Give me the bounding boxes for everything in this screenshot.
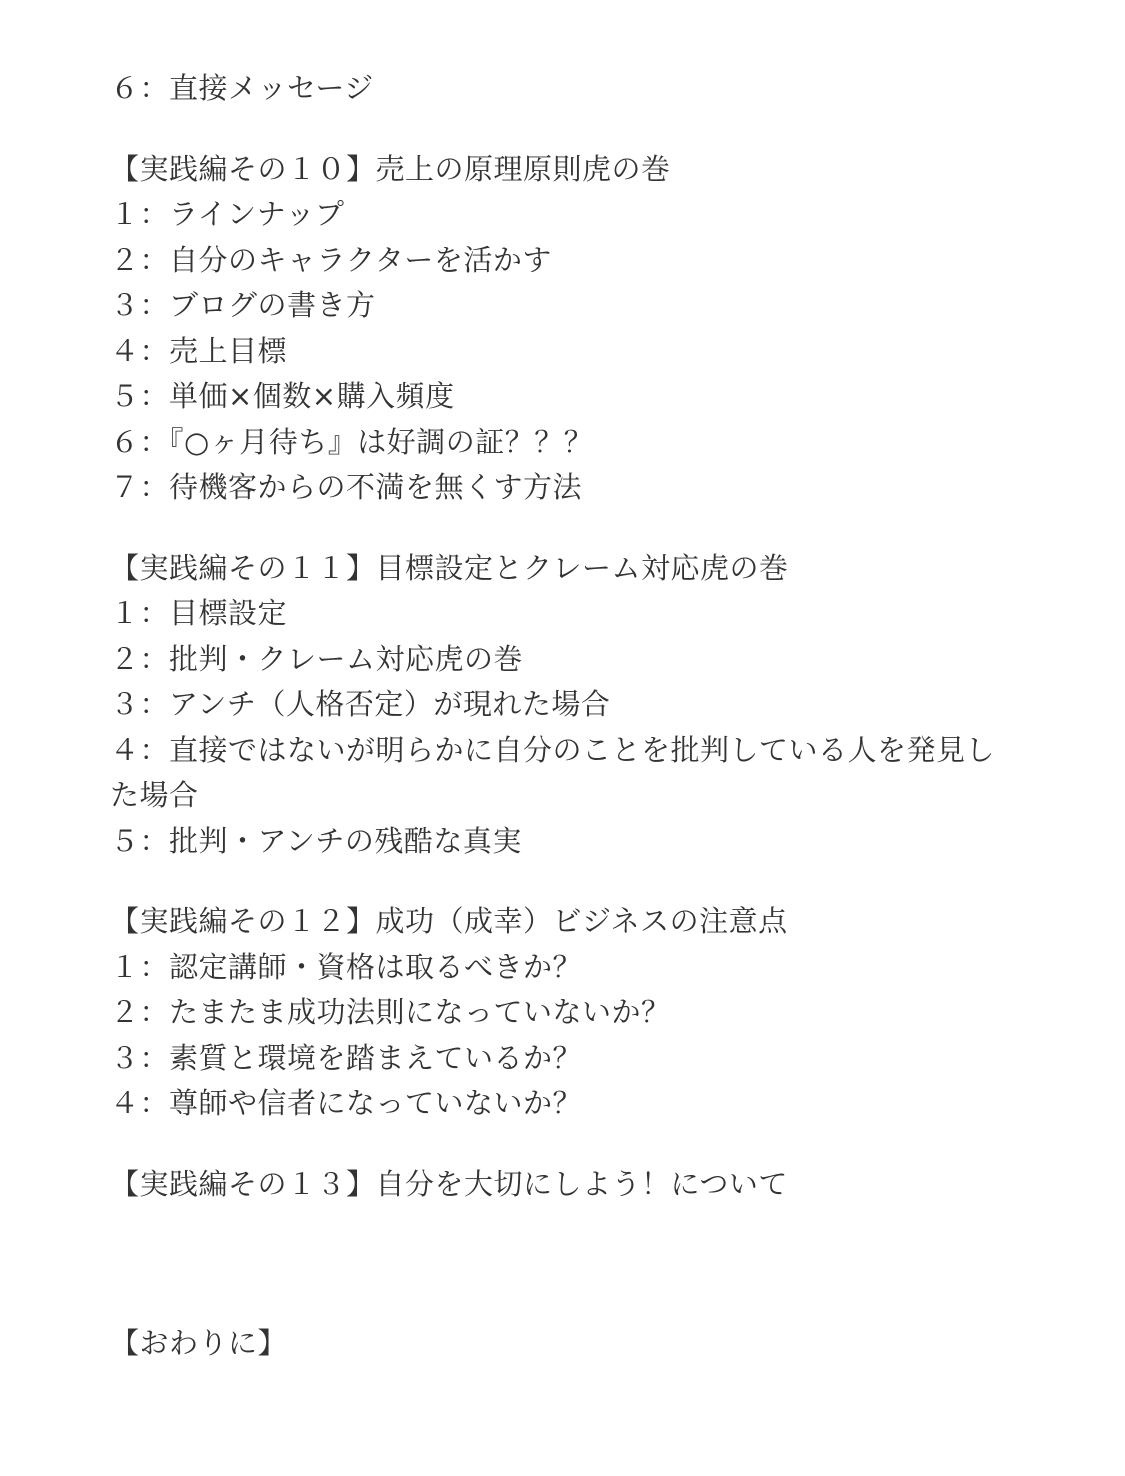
section-title: 【実践編その１２】成功（成幸）ビジネスの注意点 [110, 904, 788, 938]
closing-title: 【おわりに】 [110, 1326, 288, 1360]
section-10 [110, 147, 1030, 511]
list-item: ５：批判・アンチの残酷な真実 [110, 823, 522, 858]
list-item: １：目標設定 [110, 596, 288, 630]
list-item: ２：自分のキャラクターを活かす [110, 242, 552, 277]
list-item: １：認定講師・資格は取るべきか？ [110, 949, 583, 984]
section-11 [110, 546, 1030, 865]
list-item: ３：ブログの書き方 [110, 288, 376, 322]
section-title: 【実践編その１１】目標設定とクレーム対応虎の巻 [110, 550, 789, 585]
document-body [110, 0, 1030, 1367]
section-12 [110, 899, 1030, 1127]
list-item: ７：待機客からの不満を無くす方法 [110, 470, 583, 504]
list-item: ４：尊師や信者になっていないか？ [110, 1086, 583, 1120]
list-item: ４：売上目標 [110, 333, 288, 368]
list-item: ２：批判・クレーム対応虎の巻 [110, 641, 524, 676]
list-item: ６：『○ヶ月待ち』は好調の証？？？ [110, 424, 594, 459]
list-item: １：ラインナップ [110, 197, 345, 231]
list-item: ３：素質と環境を踏まえているか？ [110, 1040, 583, 1075]
section-title: 【実践編その１３】自分を大切にしよう！について [110, 1166, 788, 1201]
closing-block [110, 1321, 1030, 1367]
lead-block [110, 0, 1030, 112]
list-item: ５：単価×個数×購入頻度 [110, 379, 455, 413]
list-item: ６：直接メッセージ [110, 71, 374, 105]
list-item: ３：アンチ（人格否定）が現れた場合 [110, 687, 611, 721]
list-item: ２：たまたま成功法則になっていないか？ [110, 995, 671, 1029]
list-item: ４：直接ではないが明らかに自分のことを批判している人を発見した場合 [110, 732, 996, 812]
section-title: 【実践編その１０】売上の原理原則虎の巻 [110, 151, 671, 186]
section-13 [110, 1162, 1030, 1208]
